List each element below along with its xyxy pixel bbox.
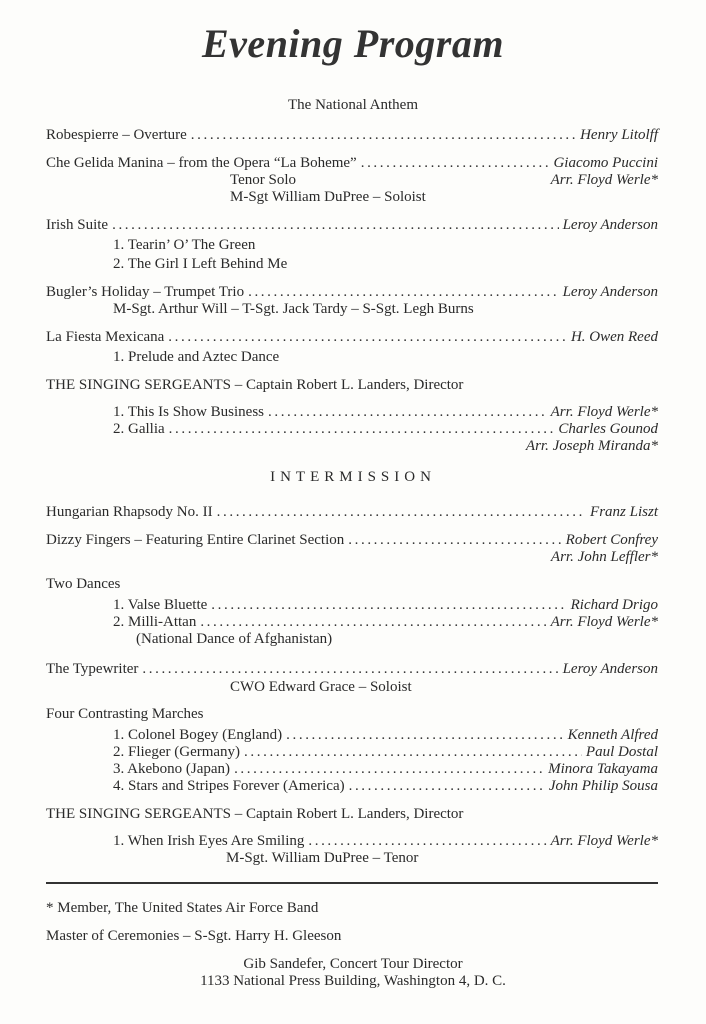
master-of-ceremonies: Master of Ceremonies – S-Sgt. Harry H. Gleeson <box>46 928 342 944</box>
program-item <box>113 761 658 778</box>
composer: Arr. Floyd Werle* <box>550 404 658 420</box>
leader-dots <box>191 127 576 144</box>
piece-title: Dizzy Fingers – Featuring Entire Clarinet Section <box>46 532 345 548</box>
section-heading: Two Dances <box>46 576 121 592</box>
leader-dots <box>348 532 561 549</box>
composer: Leroy Anderson <box>562 217 658 233</box>
piece-title: 2. Milli-Attan <box>113 614 197 630</box>
leader-dots <box>112 217 558 234</box>
composer: John Philip Sousa <box>548 778 658 794</box>
program-item <box>46 284 658 301</box>
program-item <box>113 404 658 421</box>
piece-title: 4. Stars and Stripes Forever (America) <box>113 778 345 794</box>
leader-dots <box>308 833 546 850</box>
piece-title: 2. Gallia <box>113 421 165 437</box>
arranger: Arr. Joseph Miranda* <box>525 438 658 454</box>
piece-title: Irish Suite <box>46 217 109 233</box>
composer: Leroy Anderson <box>562 284 658 300</box>
composer: Arr. Floyd Werle* <box>550 833 658 849</box>
program-item <box>46 155 658 172</box>
leader-dots <box>217 504 586 521</box>
leader-dots <box>211 597 566 614</box>
piece-title: La Fiesta Mexicana <box>46 329 165 345</box>
soloist: M-Sgt William DuPree – Soloist <box>230 189 426 205</box>
intermission: INTERMISSION <box>270 469 436 485</box>
tour-director: Gib Sandefer, Concert Tour Director <box>243 956 463 972</box>
piece-title: 1. This Is Show Business <box>113 404 264 420</box>
section-heading: THE SINGING SERGEANTS – Captain Robert L. Landers, Director <box>46 806 464 822</box>
leader-dots <box>234 761 544 778</box>
leader-dots <box>200 614 546 631</box>
composer: Kenneth Alfred <box>567 727 658 743</box>
program-item <box>46 127 658 144</box>
leader-dots <box>169 421 555 438</box>
arranger: Arr. John Leffler* <box>550 549 658 565</box>
leader-dots <box>248 284 558 301</box>
soloist: CWO Edward Grace – Soloist <box>230 679 412 695</box>
program-item <box>46 504 658 521</box>
program-item <box>113 421 658 438</box>
program-item <box>113 597 658 614</box>
composer: Richard Drigo <box>570 597 658 613</box>
leader-dots <box>349 778 545 795</box>
leader-dots <box>168 329 567 346</box>
composer: Charles Gounod <box>558 421 658 437</box>
sub-item: 1. Tearin’ O’ The Green <box>113 237 256 253</box>
composer: Minora Takayama <box>548 761 658 777</box>
composer: H. Owen Reed <box>570 329 658 345</box>
composer: Paul Dostal <box>585 744 658 760</box>
program-item <box>113 778 658 795</box>
composer: Leroy Anderson <box>562 661 658 677</box>
program-item <box>113 744 658 761</box>
section-heading: THE SINGING SERGEANTS – Captain Robert L. Landers, Director <box>46 377 464 393</box>
piece-title: 1. When Irish Eyes Are Smiling <box>113 833 305 849</box>
sub-item: 2. The Girl I Left Behind Me <box>113 256 288 272</box>
program-item <box>46 217 658 234</box>
piece-title: 2. Flieger (Germany) <box>113 744 241 760</box>
program-item <box>113 727 658 744</box>
footnote: * Member, The United States Air Force Band <box>46 900 319 916</box>
section-heading: Four Contrasting Marches <box>46 706 204 722</box>
piece-title: The Typewriter <box>46 661 139 677</box>
piece-subtitle: Tenor Solo <box>230 172 297 188</box>
piece-title: Che Gelida Manina – from the Opera “La Boheme” <box>46 155 357 171</box>
leader-dots <box>142 661 558 678</box>
piece-title: Robespierre – Overture <box>46 127 187 143</box>
program-item <box>46 329 658 346</box>
program-item <box>113 833 658 850</box>
program-item <box>113 614 658 631</box>
divider <box>46 882 658 884</box>
composer: Franz Liszt <box>590 504 658 520</box>
sub-item: 1. Prelude and Aztec Dance <box>113 349 280 365</box>
piece-title: 1. Colonel Bogey (England) <box>113 727 283 743</box>
composer: Henry Litolff <box>580 127 658 143</box>
piece-title: Bugler’s Holiday – Trumpet Trio <box>46 284 245 300</box>
arranger: Arr. Floyd Werle* <box>550 172 658 188</box>
piece-title: 1. Valse Bluette <box>113 597 208 613</box>
piece-note: (National Dance of Afghanistan) <box>136 631 333 647</box>
anthem: The National Anthem <box>288 97 418 113</box>
address: 1133 National Press Building, Washington 4, D. C. <box>200 973 506 989</box>
leader-dots <box>268 404 547 421</box>
leader-dots <box>244 744 582 761</box>
composer: Arr. Floyd Werle* <box>550 614 658 630</box>
page-title: Evening Program <box>202 21 504 66</box>
leader-dots <box>286 727 563 744</box>
piece-title: 3. Akebono (Japan) <box>113 761 231 777</box>
performers: M-Sgt. Arthur Will – T-Sgt. Jack Tardy – S-Sgt. Legh Burns <box>113 301 474 317</box>
program-item <box>46 661 658 678</box>
leader-dots <box>361 155 550 172</box>
piece-title: Hungarian Rhapsody No. II <box>46 504 213 520</box>
composer: Giacomo Puccini <box>553 155 658 171</box>
composer: Robert Confrey <box>565 532 658 548</box>
soloist: M-Sgt. William DuPree – Tenor <box>226 850 419 866</box>
program-item <box>46 532 658 549</box>
